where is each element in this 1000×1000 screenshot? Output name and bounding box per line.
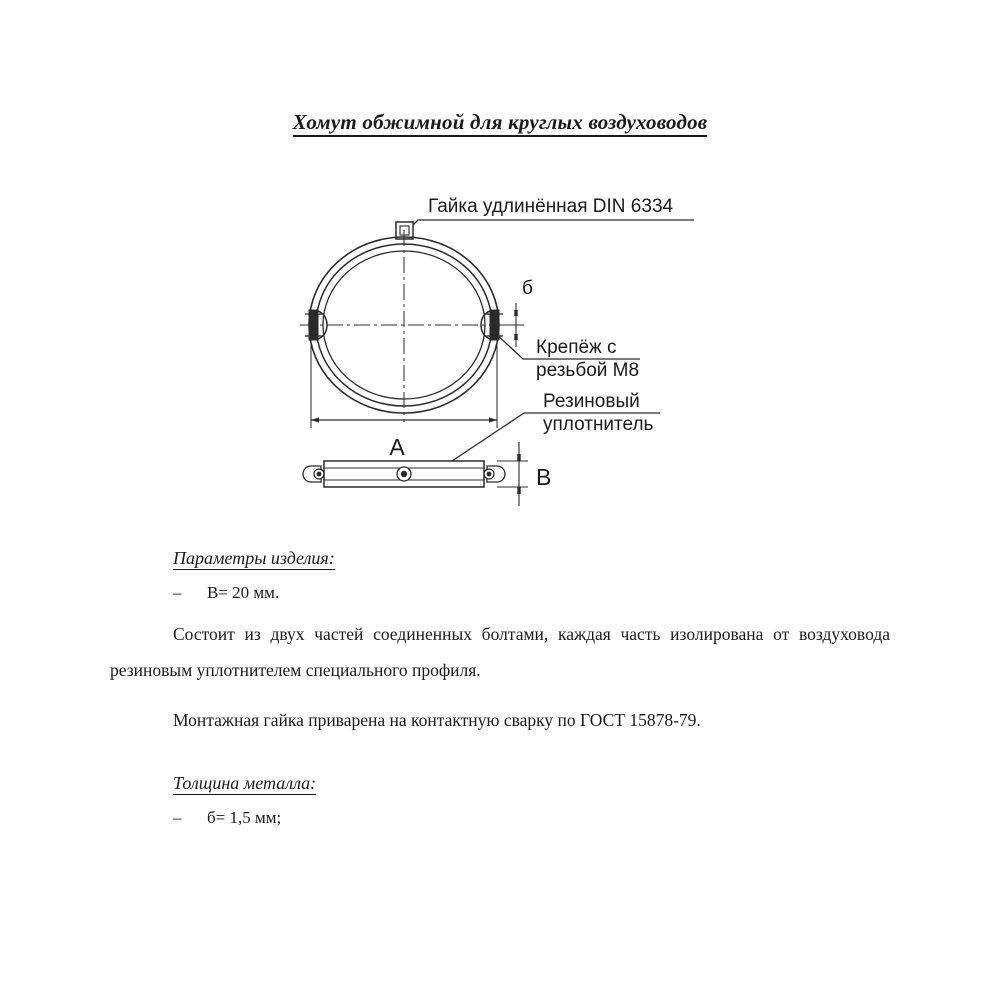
bullet-text: б= 1,5 мм;: [207, 807, 282, 827]
label-seal-line1: Резиновый: [543, 391, 640, 412]
paragraph: Монтажная гайка приварена на контактную сварку по ГОСТ 15878-79.: [173, 709, 701, 730]
bullet-item: [110, 808, 890, 828]
page-title-text: Хомут обжимной для круглых воздуховодов: [293, 110, 708, 137]
section-heading-text: Параметры изделия:: [173, 548, 335, 568]
bullet-dash: –: [173, 583, 182, 602]
section-heading: [110, 548, 890, 569]
side-view-bar: [303, 461, 505, 487]
label-dimension-b: B: [536, 464, 552, 490]
section-spacer: [110, 739, 890, 773]
label-seal-line2: уплотнитель: [543, 414, 654, 435]
label-dimension-a: A: [389, 434, 405, 460]
label-thickness-symbol: б: [522, 278, 533, 299]
specification-body: [110, 548, 890, 828]
label-fastener-line2: резьбой М8: [536, 360, 640, 381]
label-fastener-line1: Крепёж с: [536, 337, 617, 358]
paragraph: Состоит из двух частей соединенных болтами, каждая часть изолирована от воздуховода резиновым уплотнителем специального профиля.: [110, 624, 890, 680]
section-heading-text: Толщина металла:: [173, 772, 317, 793]
center-axes: [300, 230, 512, 422]
technical-drawing: [0, 170, 1000, 520]
nut-leader-line: [406, 220, 694, 232]
bullet-text: В= 20 мм.: [207, 583, 280, 602]
section-metal-thickness: [110, 773, 890, 828]
section-product-parameters: [110, 548, 890, 739]
page-title: [0, 110, 1000, 135]
bullet-item: [110, 583, 890, 603]
bullet-dash: –: [173, 807, 182, 827]
clamp-drawing-svg: [0, 170, 1000, 520]
label-extended-nut: Гайка удлинённая DIN 6334: [428, 196, 674, 217]
section-heading: [110, 773, 890, 794]
